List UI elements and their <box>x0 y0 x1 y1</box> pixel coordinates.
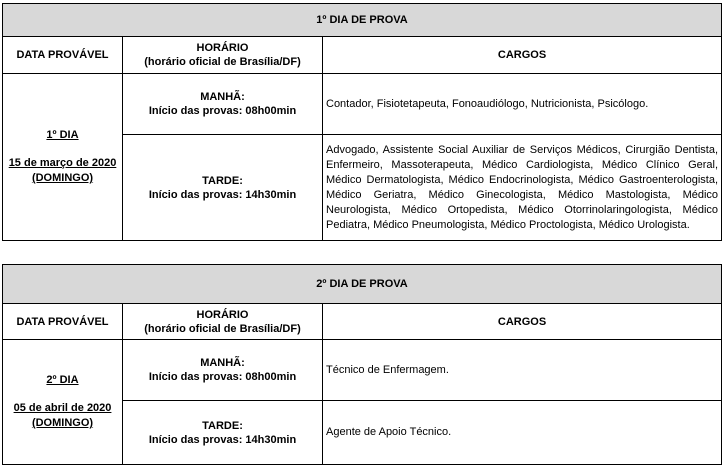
day1-morning-roles: Contador, Fisiotetapeuta, Fonoaudiólogo, Nutricionista, Psicólogo. <box>323 74 722 135</box>
day2-date-cell <box>3 340 123 465</box>
day2-afternoon-period: TARDE: <box>202 419 243 432</box>
day1-weekday: (DOMINGO) <box>31 172 94 184</box>
day1-schedule-table <box>2 3 722 241</box>
day1-header-time-subtitle: (horário oficial de Brasília/DF) <box>144 56 301 68</box>
day2-morning-row <box>3 340 722 401</box>
day1-morning-period: MANHÃ: <box>200 91 245 103</box>
day2-header-date: DATA PROVÁVEL <box>3 304 123 340</box>
day1-morning-row <box>3 74 722 135</box>
day1-header-row <box>3 37 722 74</box>
day1-day-label: 1º DIA <box>46 129 79 141</box>
day2-schedule-table <box>2 264 722 465</box>
day2-morning-roles: Técnico de Enfermagem. <box>323 340 722 401</box>
day1-header-date: DATA PROVÁVEL <box>3 37 123 74</box>
day2-weekday: (DOMINGO) <box>31 417 94 429</box>
day2-morning-period: MANHÃ: <box>200 357 245 369</box>
day2-day-label: 2º DIA <box>46 374 79 386</box>
day1-afternoon-period: TARDE: <box>202 174 243 187</box>
day1-morning-start: Início das provas: 08h00min <box>148 105 297 117</box>
day1-header-roles: CARGOS <box>323 37 722 74</box>
day2-title: 2º DIA DE PROVA <box>3 265 722 304</box>
day1-header-time <box>123 37 323 74</box>
day2-afternoon-start: Início das provas: 14h30min <box>148 433 297 446</box>
day1-date: 15 de março de 2020 <box>8 157 117 169</box>
day2-date: 05 de abril de 2020 <box>13 402 112 414</box>
day1-title: 1º DIA DE PROVA <box>3 4 722 37</box>
day2-header-roles: CARGOS <box>323 304 722 340</box>
day1-afternoon-start: Início das provas: 14h30min <box>148 188 297 201</box>
day1-afternoon-roles: Advogado, Assistente Social Auxiliar de Serviços Médicos, Cirurgião Dentista, Enfermeiro, Massoterapeuta, Médico Cardiologista, Médico Clínico Geral, Médico Dermatologista, Médico Endocrinologista, Médico Gastroenterologista, Médico Geriatra, Médico Ginecologista, Médico Mastologista, Médico Neurologista, Médico Ortopedista, Médico Otorrinolaringologista, Médico Pediatra, Médico Pneumologista, Médico Proctologista, Médico Urologista. <box>323 135 722 241</box>
day2-afternoon-time <box>123 401 323 465</box>
day2-morning-time <box>123 340 323 401</box>
day2-header-row <box>3 304 722 340</box>
day1-date-cell <box>3 74 123 241</box>
day1-afternoon-time <box>123 135 323 241</box>
day1-header-time-title: HORÁRIO <box>196 42 249 54</box>
day1-morning-time <box>123 74 323 135</box>
day2-afternoon-roles: Agente de Apoio Técnico. <box>323 401 722 465</box>
day1-title-row <box>3 4 722 37</box>
day2-header-time <box>123 304 323 340</box>
day2-header-time-subtitle: (horário oficial de Brasília/DF) <box>144 322 301 335</box>
day2-title-row <box>3 265 722 304</box>
day2-morning-start: Início das provas: 08h00min <box>148 371 297 383</box>
day2-header-time-title: HORÁRIO <box>196 308 249 321</box>
